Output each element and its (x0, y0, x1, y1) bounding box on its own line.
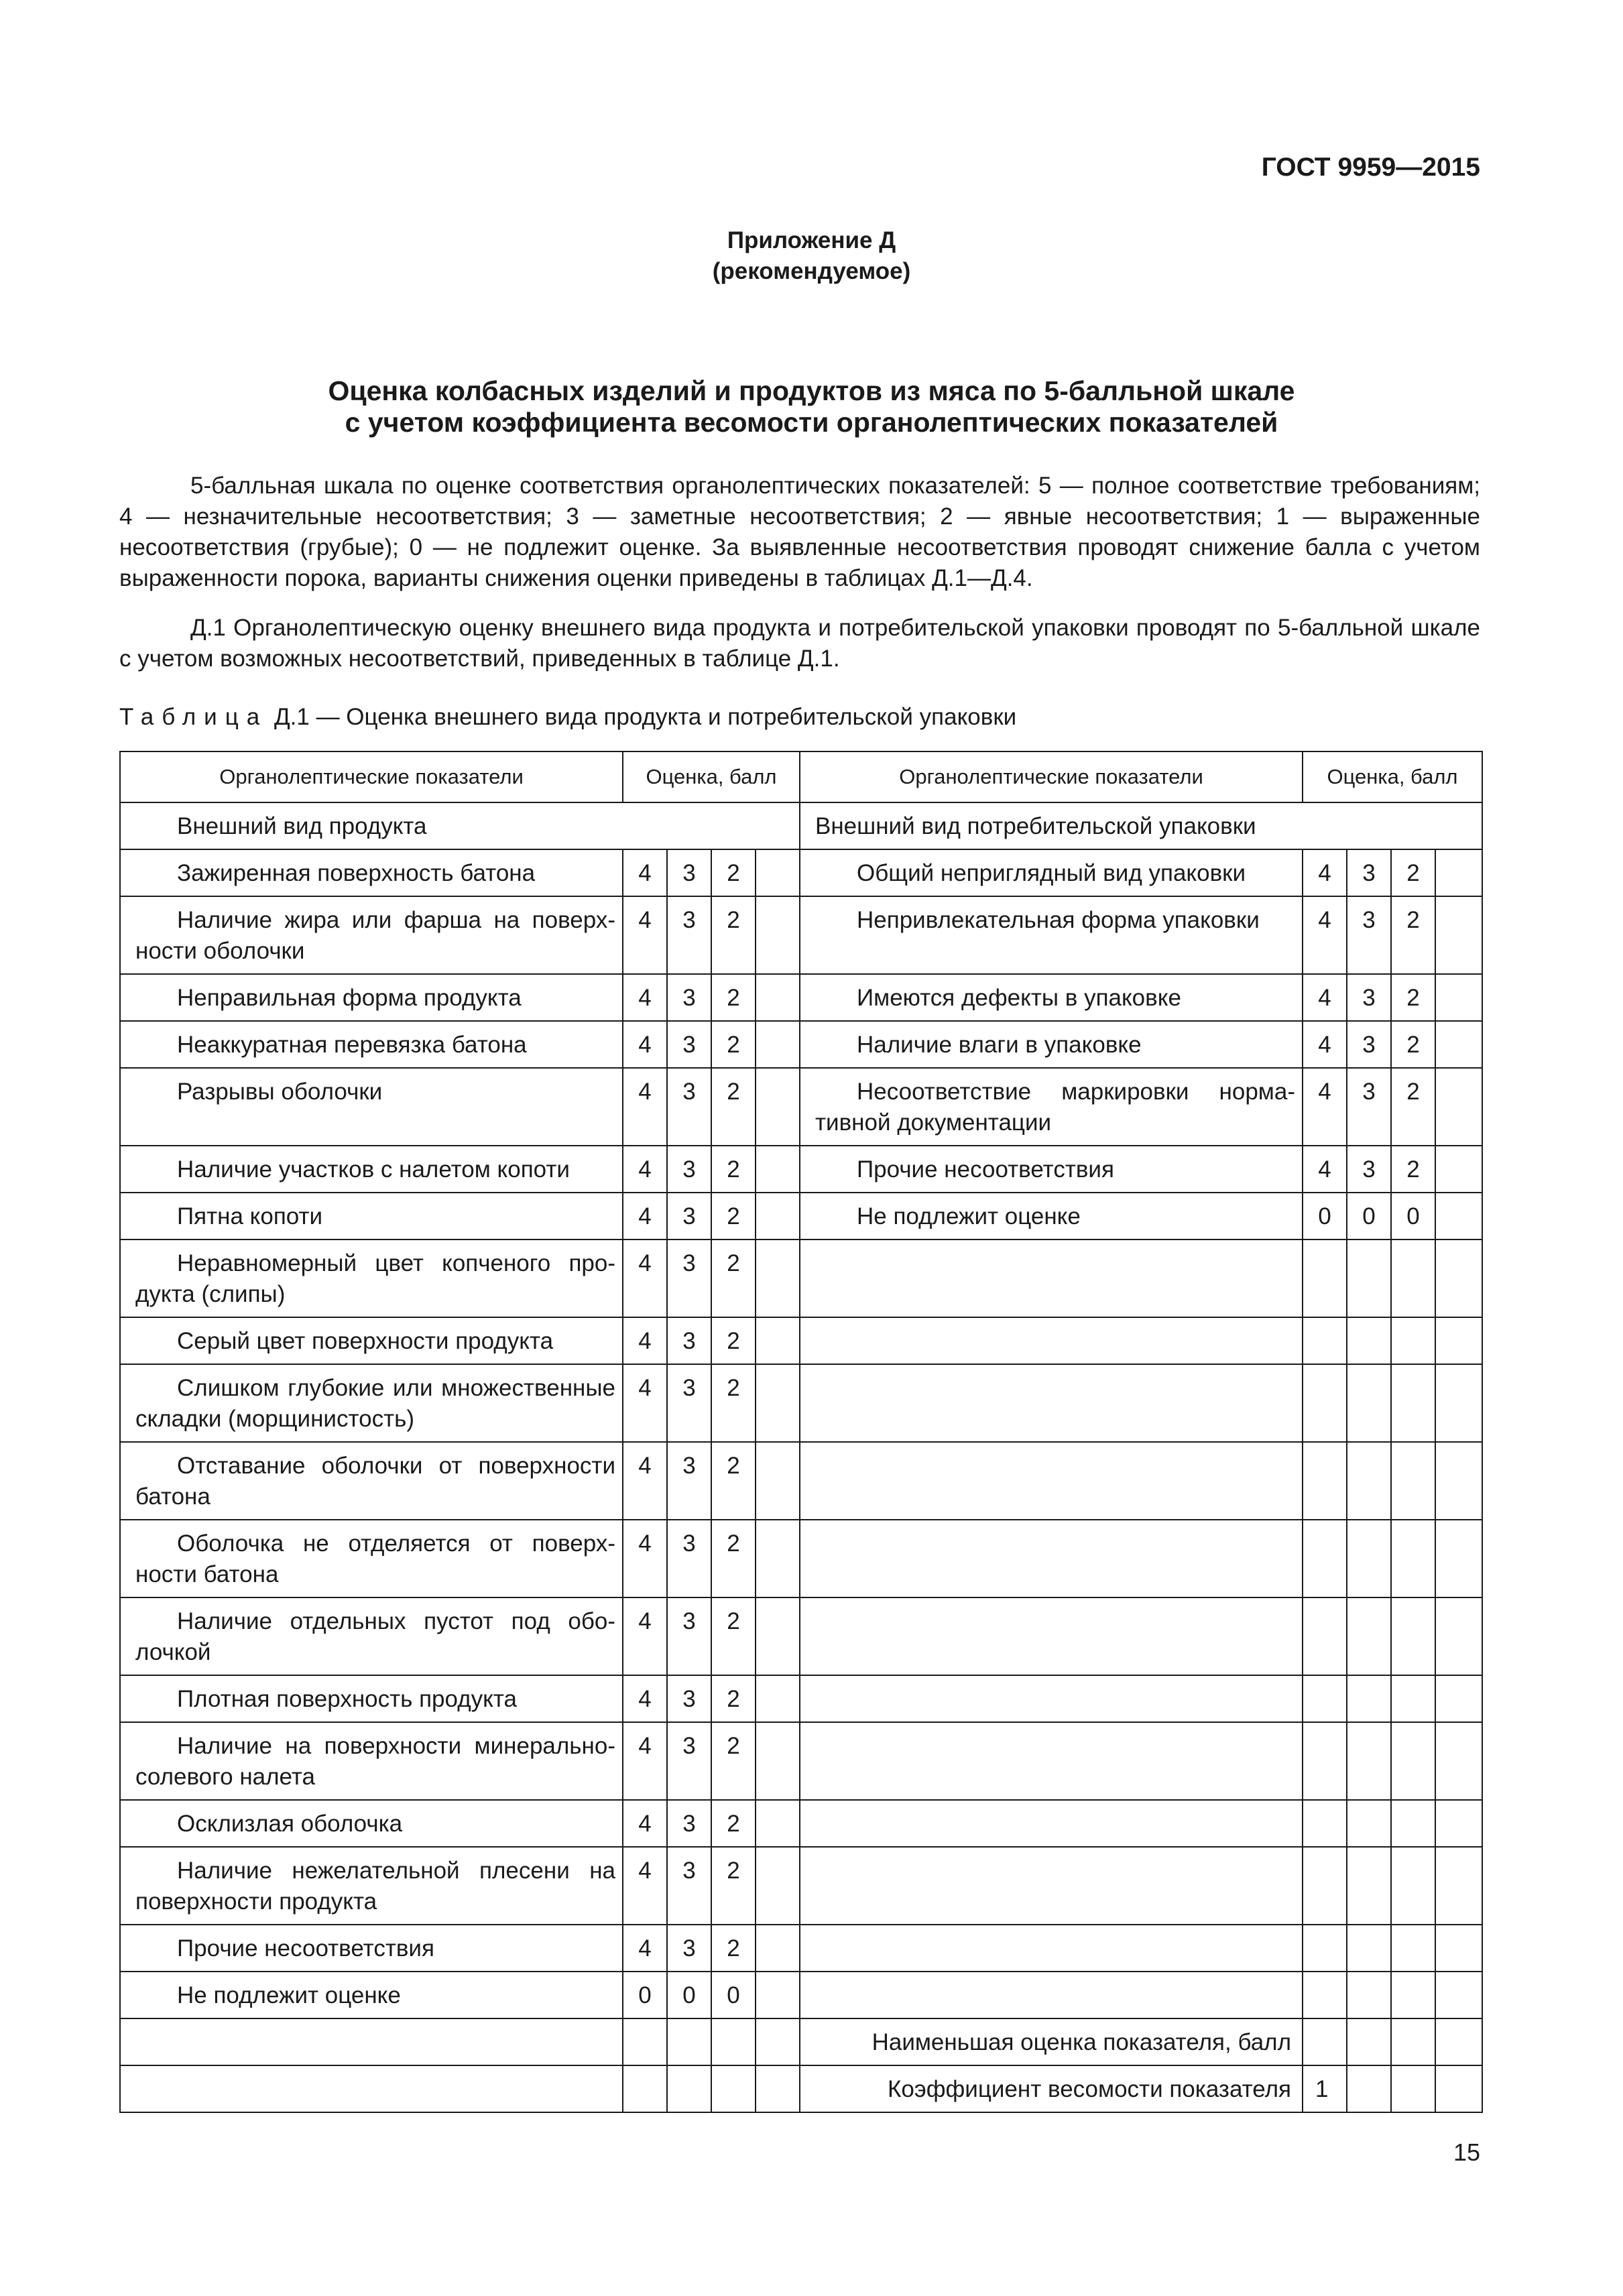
indicator-product: Зажиренная поверхность батона (120, 849, 623, 896)
score-cell: 3 (1347, 1021, 1391, 1068)
table-row (120, 896, 1482, 974)
table-row (120, 1925, 1482, 1972)
score-cell: 4 (623, 1442, 667, 1520)
score-cell (1435, 1597, 1482, 1675)
table-row (120, 1021, 1482, 1068)
indicator-packaging (800, 1317, 1303, 1364)
score-cell (1435, 974, 1482, 1021)
score-cell: 2 (711, 1597, 756, 1675)
score-cell (1391, 1442, 1435, 1520)
score-cell (756, 1675, 800, 1722)
score-cell: 4 (623, 896, 667, 974)
score-cell: 2 (711, 1193, 756, 1240)
indicator-packaging: Несоответствие маркировки нормативной документации (800, 1068, 1303, 1146)
indicator-product: Наличие нежелательной плесени на поверхности продукта (120, 1847, 623, 1925)
score-cell (1303, 1364, 1347, 1442)
table-row (120, 1146, 1482, 1193)
score-cell: 3 (1347, 1068, 1391, 1146)
table-row (120, 1675, 1482, 1722)
indicator-packaging (800, 1442, 1303, 1520)
indicator-packaging: Непривлекательная форма упаковки (800, 896, 1303, 974)
indicator-product: Наличие на поверхности минерально-солевого налета (120, 1722, 623, 1800)
indicator-product: Наличие жира или фарша на поверхности оболочки (120, 896, 623, 974)
score-cell (1347, 1925, 1391, 1972)
score-cell (1391, 1925, 1435, 1972)
section-product-appearance: Внешний вид продукта (120, 802, 800, 849)
score-cell (1391, 1597, 1435, 1675)
score-cell: 4 (1303, 849, 1347, 896)
table-caption (119, 704, 1016, 731)
score-cell: 2 (711, 1520, 756, 1597)
indicator-product: Оболочка не отделяется от поверхности батона (120, 1520, 623, 1597)
empty-score-cell (1347, 2065, 1391, 2112)
indicator-packaging: Наличие влаги в упаковке (800, 1021, 1303, 1068)
score-cell (756, 1317, 800, 1364)
empty-score-cell (1347, 2018, 1391, 2065)
table-row (120, 974, 1482, 1021)
score-cell (756, 1364, 800, 1442)
indicator-packaging (800, 1364, 1303, 1442)
appendix-title: Приложение Д (727, 227, 896, 253)
score-cell (1347, 1847, 1391, 1925)
indicator-product: Неравномерный цвет копченого продукта (слипы) (120, 1240, 623, 1317)
score-cell (1391, 1317, 1435, 1364)
score-cell (1347, 1800, 1391, 1847)
indicator-packaging (800, 1972, 1303, 2018)
score-cell: 4 (623, 1364, 667, 1442)
score-cell (1435, 1847, 1482, 1925)
score-cell (756, 1240, 800, 1317)
score-cell (756, 1972, 800, 2018)
score-cell: 2 (711, 1800, 756, 1847)
indicator-product: Неправильная форма продукта (120, 974, 623, 1021)
footer-value: 1 (1303, 2065, 1347, 2112)
page-number: 15 (1453, 2138, 1480, 2166)
score-cell (756, 1021, 800, 1068)
score-cell: 2 (711, 896, 756, 974)
score-cell: 2 (711, 1675, 756, 1722)
score-cell: 3 (667, 1146, 711, 1193)
table-row (120, 849, 1482, 896)
score-cell: 4 (623, 1146, 667, 1193)
score-cell: 3 (667, 1722, 711, 1800)
score-cell (1347, 1597, 1391, 1675)
score-cell: 2 (1391, 1146, 1435, 1193)
paragraph-d1: Д.1 Органолептическую оценку внешнего вида продукта и потребительской упаковки проводят по 5-балльной шкале с учетом возможных несоответствий, приведенных в таблице Д.1. (119, 615, 1480, 672)
score-cell: 3 (667, 1317, 711, 1364)
score-cell (756, 1722, 800, 1800)
score-cell (1435, 1972, 1482, 2018)
indicator-product: Отставание оболочки от поверхности батона (120, 1442, 623, 1520)
empty-cell (120, 2065, 623, 2112)
score-cell (1435, 849, 1482, 896)
score-cell: 4 (623, 1317, 667, 1364)
indicator-packaging: Не подлежит оценке (800, 1193, 1303, 1240)
title-line-2: с учетом коэффициента весомости органолептических показателей (345, 407, 1278, 438)
section-packaging-appearance: Внешний вид потребительской упаковки (800, 802, 1482, 849)
score-cell (1303, 1240, 1347, 1317)
score-cell: 0 (623, 1972, 667, 2018)
score-cell: 2 (711, 1068, 756, 1146)
empty-score-cell (1391, 2018, 1435, 2065)
header-score-right: Оценка, балл (1303, 751, 1482, 802)
score-cell: 2 (1391, 1068, 1435, 1146)
score-cell: 2 (711, 1722, 756, 1800)
score-cell (1303, 1675, 1347, 1722)
score-cell: 4 (623, 1068, 667, 1146)
score-cell (1391, 1240, 1435, 1317)
indicator-product: Осклизлая оболочка (120, 1800, 623, 1847)
table-row (120, 1193, 1482, 1240)
score-cell (1435, 1800, 1482, 1847)
empty-score-cell (756, 2065, 800, 2112)
indicator-packaging: Общий неприглядный вид упаковки (800, 849, 1303, 896)
empty-score-cell (667, 2018, 711, 2065)
footer-value (1303, 2018, 1347, 2065)
score-cell (756, 1068, 800, 1146)
score-cell: 2 (711, 1364, 756, 1442)
score-cell (1347, 1972, 1391, 2018)
table-caption-label: Таблица (119, 704, 268, 730)
score-cell: 3 (1347, 849, 1391, 896)
table-row (120, 1800, 1482, 1847)
score-cell: 4 (623, 1722, 667, 1800)
header-indicators-left: Органолептические показатели (120, 751, 623, 802)
score-cell: 3 (667, 849, 711, 896)
score-cell: 4 (1303, 1021, 1347, 1068)
score-cell: 2 (1391, 896, 1435, 974)
table-row (120, 1722, 1482, 1800)
score-cell: 2 (711, 1442, 756, 1520)
header-score-left: Оценка, балл (623, 751, 800, 802)
empty-score-cell (711, 2018, 756, 2065)
score-cell: 2 (1391, 974, 1435, 1021)
indicator-product: Не подлежит оценке (120, 1972, 623, 2018)
score-cell (1435, 1675, 1482, 1722)
score-cell: 3 (667, 1068, 711, 1146)
score-cell: 3 (667, 1364, 711, 1442)
title-line-1: Оценка колбасных изделий и продуктов из мяса по 5-балльной шкале (328, 375, 1295, 406)
score-cell (1435, 1364, 1482, 1442)
indicator-product: Серый цвет поверхности продукта (120, 1317, 623, 1364)
score-cell: 4 (1303, 974, 1347, 1021)
score-cell: 3 (667, 1520, 711, 1597)
score-cell: 4 (623, 1925, 667, 1972)
score-cell: 4 (1303, 1146, 1347, 1193)
table-row (120, 1317, 1482, 1364)
empty-score-cell (1435, 2018, 1482, 2065)
score-cell (1435, 1317, 1482, 1364)
score-cell (1303, 1442, 1347, 1520)
document-title (0, 375, 1623, 438)
score-cell (1347, 1364, 1391, 1442)
empty-score-cell (711, 2065, 756, 2112)
score-cell (1347, 1722, 1391, 1800)
score-cell: 0 (1391, 1193, 1435, 1240)
header-indicators-right: Органолептические показатели (800, 751, 1303, 802)
table-row (120, 1597, 1482, 1675)
score-cell (1347, 1520, 1391, 1597)
indicator-packaging (800, 1722, 1303, 1800)
table-row (120, 1068, 1482, 1146)
document-code: ГОСТ 9959—2015 (1261, 153, 1480, 182)
score-cell: 4 (623, 1800, 667, 1847)
score-cell: 2 (711, 1146, 756, 1193)
score-cell: 3 (1347, 1146, 1391, 1193)
indicator-packaging (800, 1520, 1303, 1597)
score-cell (1435, 1240, 1482, 1317)
score-cell (1303, 1847, 1347, 1925)
empty-score-cell (1391, 2065, 1435, 2112)
score-cell (756, 1520, 800, 1597)
score-cell: 0 (711, 1972, 756, 2018)
score-cell (1435, 896, 1482, 974)
table-caption-text: Д.1 — Оценка внешнего вида продукта и потребительской упаковки (274, 704, 1017, 730)
score-cell: 2 (711, 1925, 756, 1972)
indicator-packaging (800, 1925, 1303, 1972)
score-cell: 0 (1303, 1193, 1347, 1240)
score-cell (1391, 1847, 1435, 1925)
score-cell (1347, 1675, 1391, 1722)
table-row (120, 1364, 1482, 1442)
score-cell (756, 1442, 800, 1520)
table-d1 (119, 751, 1483, 2113)
score-cell (756, 1847, 800, 1925)
score-cell: 3 (667, 974, 711, 1021)
indicator-packaging: Имеются дефекты в упаковке (800, 974, 1303, 1021)
score-cell: 4 (623, 1021, 667, 1068)
indicator-product: Слишком глубокие или множественные складки (морщинистость) (120, 1364, 623, 1442)
score-cell (1435, 1442, 1482, 1520)
score-cell: 3 (667, 1800, 711, 1847)
score-cell (1347, 1442, 1391, 1520)
score-cell: 0 (1347, 1193, 1391, 1240)
empty-score-cell (623, 2065, 667, 2112)
empty-score-cell (756, 2018, 800, 2065)
indicator-product: Наличие отдельных пустот под оболочкой (120, 1597, 623, 1675)
indicator-product: Пятна копоти (120, 1193, 623, 1240)
score-cell (1391, 1364, 1435, 1442)
score-cell (1303, 1722, 1347, 1800)
score-cell (1303, 1972, 1347, 2018)
score-cell (1435, 1193, 1482, 1240)
score-cell: 2 (711, 1021, 756, 1068)
score-cell (1303, 1520, 1347, 1597)
indicator-product: Плотная поверхность продукта (120, 1675, 623, 1722)
score-cell: 2 (1391, 849, 1435, 896)
paragraph-scale: 5-балльная шкала по оценке соответствия органолептических показателей: 5 — полное соответствие требованиям; 4 — незначительные несоответствия; 3 — заметные несоответствия; 2 — явные несоответствия; 1 — выраженные несоответствия (грубые); 0 — не подлежит оценке. За выявленные несоответствия проводят снижение балла с учетом выраженности порока, варианты снижения оценки приведены в таблицах Д.1—Д.4. (119, 473, 1480, 591)
score-cell (756, 896, 800, 974)
empty-score-cell (667, 2065, 711, 2112)
score-cell: 3 (1347, 974, 1391, 1021)
score-cell (1435, 1722, 1482, 1800)
table-header-row (120, 751, 1482, 802)
indicator-packaging (800, 1847, 1303, 1925)
indicator-packaging (800, 1597, 1303, 1675)
table-row (120, 1240, 1482, 1317)
table-section-row (120, 802, 1482, 849)
score-cell (756, 1800, 800, 1847)
score-cell (1303, 1800, 1347, 1847)
score-cell: 4 (623, 974, 667, 1021)
score-cell: 3 (1347, 896, 1391, 974)
score-cell (1303, 1925, 1347, 1972)
score-cell: 4 (623, 1520, 667, 1597)
score-cell: 2 (711, 1847, 756, 1925)
indicator-product: Прочие несоответствия (120, 1925, 623, 1972)
score-cell (1391, 1800, 1435, 1847)
score-cell (1347, 1240, 1391, 1317)
table-footer-row (120, 2065, 1482, 2112)
score-cell (1435, 1068, 1482, 1146)
score-cell (1435, 1520, 1482, 1597)
footer-label: Коэффициент весомости показателя (800, 2065, 1303, 2112)
empty-cell (120, 2018, 623, 2065)
score-cell (1435, 1021, 1482, 1068)
score-cell: 4 (1303, 896, 1347, 974)
score-cell: 3 (667, 1021, 711, 1068)
indicator-product: Неаккуратная перевязка батона (120, 1021, 623, 1068)
appendix-heading (0, 225, 1623, 287)
empty-score-cell (1435, 2065, 1482, 2112)
score-cell (756, 1925, 800, 1972)
score-cell: 4 (623, 1193, 667, 1240)
score-cell: 3 (667, 1442, 711, 1520)
score-cell (1391, 1675, 1435, 1722)
indicator-packaging (800, 1675, 1303, 1722)
score-cell (756, 1146, 800, 1193)
score-cell: 4 (623, 1675, 667, 1722)
indicator-product: Наличие участков с налетом копоти (120, 1146, 623, 1193)
score-cell: 3 (667, 1847, 711, 1925)
indicator-packaging (800, 1240, 1303, 1317)
score-cell: 3 (667, 1925, 711, 1972)
score-cell: 0 (667, 1972, 711, 2018)
score-cell (1303, 1597, 1347, 1675)
appendix-status: (рекомендуемое) (712, 258, 911, 284)
indicator-product: Разрывы оболочки (120, 1068, 623, 1146)
score-cell (1303, 1317, 1347, 1364)
score-cell: 2 (711, 1240, 756, 1317)
score-cell: 3 (667, 1675, 711, 1722)
score-cell (1391, 1520, 1435, 1597)
score-cell: 3 (667, 1240, 711, 1317)
table-row (120, 1847, 1482, 1925)
score-cell (1391, 1972, 1435, 2018)
score-cell (756, 1193, 800, 1240)
table-row (120, 1520, 1482, 1597)
footer-label: Наименьшая оценка показателя, балл (800, 2018, 1303, 2065)
score-cell: 4 (623, 1597, 667, 1675)
score-cell: 3 (667, 896, 711, 974)
score-cell: 4 (623, 1847, 667, 1925)
score-cell: 2 (711, 974, 756, 1021)
score-cell (756, 1597, 800, 1675)
score-cell: 3 (667, 1597, 711, 1675)
score-cell: 2 (711, 849, 756, 896)
score-cell (756, 849, 800, 896)
empty-score-cell (623, 2018, 667, 2065)
score-cell: 4 (623, 1240, 667, 1317)
score-cell: 3 (667, 1193, 711, 1240)
indicator-packaging: Прочие несоответствия (800, 1146, 1303, 1193)
table-row (120, 1442, 1482, 1520)
table-footer-row (120, 2018, 1482, 2065)
score-cell (1391, 1722, 1435, 1800)
table-row (120, 1972, 1482, 2018)
score-cell: 4 (1303, 1068, 1347, 1146)
score-cell (1435, 1146, 1482, 1193)
score-cell: 2 (1391, 1021, 1435, 1068)
score-cell (1435, 1925, 1482, 1972)
score-cell: 4 (623, 849, 667, 896)
score-cell (1347, 1317, 1391, 1364)
score-cell: 2 (711, 1317, 756, 1364)
indicator-packaging (800, 1800, 1303, 1847)
score-cell (756, 974, 800, 1021)
